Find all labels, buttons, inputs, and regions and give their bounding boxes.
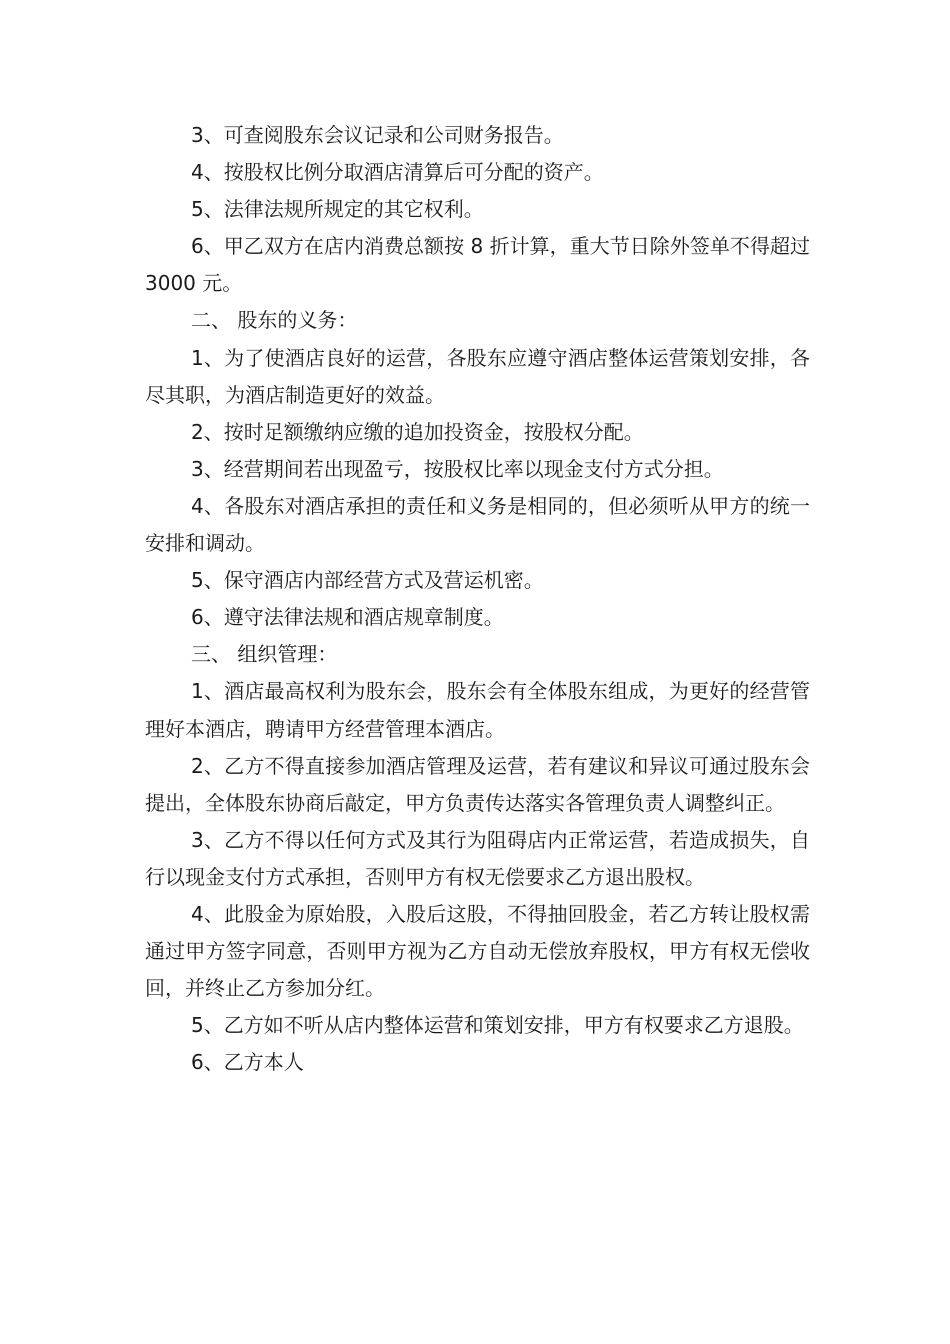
paragraph-management-6: 6、乙方本人 [191,1050,304,1075]
paragraph-duty-5: 5、保守酒店内部经营方式及营运机密。 [191,568,544,593]
paragraph-management-1: 1、酒店最高权利为股东会，股东会有全体股东组成，为更好的经营管理好本酒店，聘请甲方经营管理本酒店。 [145,679,810,741]
paragraph-right-5: 5、法律法规所规定的其它权利。 [191,197,484,222]
paragraph-right-3: 3、可查阅股东会议记录和公司财务报告。 [191,123,564,147]
paragraph-management-3: 3、乙方不得以任何方式及其行为阻碍店内正常运营，若造成损失，自行以现金支付方式承担，否则甲方有权无偿要求乙方退出股权。 [145,827,810,889]
paragraph-duty-2: 2、按时足额缴纳应缴的追加投资金，按股权分配。 [191,419,644,444]
paragraph-duty-1: 1、为了使酒店良好的运营，各股东应遵守酒店整体运营策划安排，各尽其职，为酒店制造更好的效益。 [145,345,810,407]
paragraph-management-5: 5、乙方如不听从店内整体运营和策划安排，甲方有权要求乙方退股。 [191,1013,804,1038]
paragraph-right-4: 4、按股权比例分取酒店清算后可分配的资产。 [191,160,604,185]
paragraph-duty-4: 4、各股东对酒店承担的责任和义务是相同的，但必须听从甲方的统一安排和调动。 [145,493,810,556]
paragraph-duty-6: 6、遵守法律法规和酒店规章制度。 [191,605,504,630]
paragraph-right-6: 6、甲乙双方在店内消费总额按 8 折计算，重大节日除外签单不得超过 3000 元。 [145,234,810,296]
document-body [145,117,810,1081]
paragraph-management-2: 2、乙方不得直接参加酒店管理及运营，若有建议和异议可通过股东会提出，全体股东协商后敲定，甲方负责传达落实各管理负责人调整纠正。 [145,753,810,815]
section-heading-management: 三、 组织管理： [191,642,338,667]
paragraph-management-4: 4、此股金为原始股，入股后这股，不得抽回股金，若乙方转让股权需通过甲方签字同意，否则甲方视为乙方自动无偿放弃股权，甲方有权无偿收回，并终止乙方参加分红。 [145,901,810,1001]
paragraph-duty-3: 3、经营期间若出现盈亏，按股权比率以现金支付方式分担。 [191,456,724,481]
section-heading-duties: 二、 股东的义务： [191,308,358,333]
